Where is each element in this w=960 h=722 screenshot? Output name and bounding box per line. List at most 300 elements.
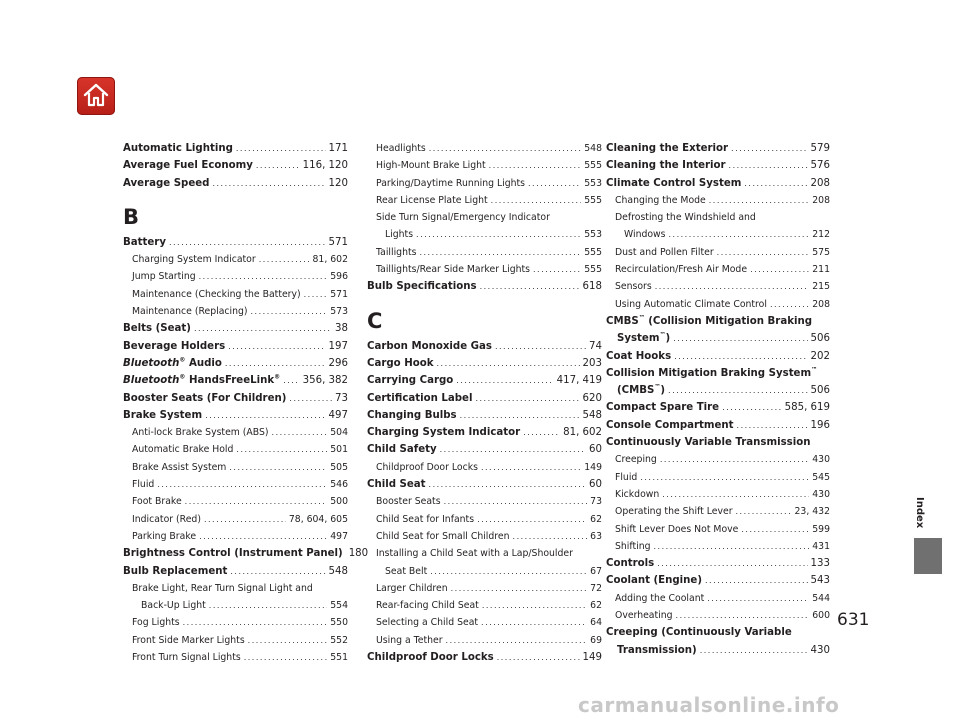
index-entry-term: Coolant (Engine) — [606, 575, 702, 587]
index-entry-pages[interactable]: 38 — [335, 323, 348, 335]
leader-dots — [480, 278, 580, 295]
index-entry[interactable] — [367, 459, 602, 476]
index-entry-pages[interactable]: 197 — [328, 340, 348, 352]
index-entry[interactable] — [367, 372, 602, 389]
index-entry-term: Automatic Lighting — [123, 143, 233, 154]
index-entry-pages[interactable]: 600 — [812, 610, 830, 622]
index-entry-pages[interactable]: 417, 419 — [556, 375, 602, 387]
index-entry-pages[interactable]: 171 — [328, 143, 348, 154]
index-entry-pages[interactable]: 116, 120 — [302, 160, 348, 172]
index-entry[interactable] — [606, 590, 830, 607]
index-entry-term: High-Mount Brake Light — [376, 160, 486, 172]
index-entry-pages[interactable]: 69 — [590, 634, 602, 646]
index-entry[interactable] — [123, 476, 348, 493]
index-entry-term: Child Seat for Infants — [376, 513, 475, 525]
index-entry[interactable] — [606, 451, 830, 468]
index-entry-term: Average Speed — [123, 177, 210, 189]
leader-dots — [236, 441, 327, 458]
leader-dots — [259, 251, 310, 268]
index-entry[interactable] — [367, 209, 602, 226]
index-entry-term: Cleaning the Interior — [606, 160, 726, 172]
index-entry-term: Seat Belt — [385, 565, 428, 577]
index-entry-pages[interactable]: 296 — [328, 357, 348, 369]
index-entry-pages[interactable]: 67 — [590, 565, 602, 577]
section-letter-heading: C — [367, 308, 383, 333]
index-entry-term: Coat Hooks — [606, 350, 672, 362]
index-entry-term: Fluid — [615, 471, 638, 483]
leader-dots — [429, 476, 586, 493]
leader-dots — [770, 296, 809, 313]
index-entry-term: Jump Starting — [132, 271, 196, 283]
index-entry-term: Front Turn Signal Lights — [132, 652, 241, 664]
index-entry-pages[interactable]: 548 — [582, 409, 602, 421]
index-entry-term: Maintenance (Replacing) — [132, 306, 248, 318]
index-entry[interactable] — [606, 330, 830, 347]
index-entry-term: Child Seat — [367, 479, 426, 491]
index-entry-pages[interactable]: 504 — [330, 427, 348, 439]
index-entry-pages[interactable]: 72 — [590, 582, 602, 594]
leader-dots — [199, 528, 327, 545]
index-entry[interactable] — [123, 251, 348, 268]
leader-dots — [700, 642, 808, 659]
index-entry[interactable] — [606, 538, 830, 555]
leader-dots — [289, 390, 332, 407]
index-entry-term: Compact Spare Tire — [606, 402, 720, 414]
index-entry-pages[interactable]: 180 — [348, 548, 369, 560]
index-entry[interactable] — [367, 355, 602, 372]
index-entry[interactable] — [606, 382, 830, 399]
leader-dots — [673, 330, 807, 347]
index-entry-pages[interactable]: 553 — [584, 229, 602, 241]
index-entry[interactable] — [123, 563, 348, 580]
index-entry-pages[interactable]: 62 — [590, 513, 602, 525]
home-button[interactable] — [77, 77, 115, 115]
index-entry[interactable] — [367, 580, 602, 597]
index-entry-term: Brake Assist System — [132, 461, 227, 473]
index-entry-pages[interactable]: 120 — [328, 177, 348, 189]
index-entry[interactable] — [606, 365, 830, 382]
index-entry[interactable] — [123, 390, 348, 407]
leader-dots — [205, 407, 325, 424]
index-entry-term: Battery — [123, 236, 166, 248]
index-entry-term: Using Automatic Climate Control — [615, 298, 767, 310]
leader-dots — [669, 226, 810, 243]
index-entry-term: Cleaning the Exterior — [606, 143, 729, 154]
leader-dots — [489, 157, 582, 174]
index-entry-term: Fluid — [132, 479, 155, 491]
leader-dots — [477, 511, 587, 528]
index-entry[interactable] — [367, 511, 602, 528]
index-entry[interactable] — [123, 175, 348, 192]
index-entry[interactable] — [123, 441, 348, 458]
leader-dots — [456, 372, 553, 389]
index-entry-pages[interactable]: 545 — [812, 471, 830, 483]
index-entry-term: Bulb Replacement — [123, 565, 228, 577]
index-entry-pages[interactable]: 501 — [330, 444, 348, 456]
index-entry[interactable] — [367, 476, 602, 493]
index-entry-pages[interactable]: 555 — [584, 194, 602, 206]
index-entry[interactable] — [606, 469, 830, 486]
index-entry-term: Parking Brake — [132, 530, 197, 542]
index-entry[interactable] — [367, 338, 602, 355]
index-entry[interactable] — [606, 434, 830, 451]
index-entry[interactable] — [367, 597, 602, 614]
index-entry[interactable] — [606, 348, 830, 365]
leader-dots — [429, 140, 581, 157]
index-entry-term: Installing a Child Seat with a Lap/Shoulder — [376, 548, 573, 560]
index-entry[interactable] — [367, 441, 602, 458]
index-entry-term: Brake System — [123, 409, 203, 421]
index-entry-pages[interactable]: 81, 602 — [312, 254, 348, 266]
index-entry-pages[interactable]: 548 — [328, 565, 348, 577]
index-entry[interactable] — [606, 624, 830, 641]
leader-dots — [244, 649, 328, 666]
index-entry-term: Operating the Shift Lever — [615, 506, 733, 518]
index-entry-term: Windows — [624, 229, 666, 241]
leader-dots — [737, 417, 808, 434]
index-entry-pages[interactable]: 208 — [812, 298, 830, 310]
leader-dots — [225, 355, 326, 372]
index-entry[interactable] — [123, 338, 348, 355]
index-entry-pages[interactable]: 73 — [335, 392, 348, 404]
index-entry-pages[interactable]: 196 — [810, 419, 830, 431]
leader-dots — [199, 268, 328, 285]
index-entry[interactable] — [367, 424, 602, 441]
leader-dots — [513, 528, 588, 545]
leader-dots — [481, 459, 581, 476]
leader-dots — [640, 469, 809, 486]
index-entry-term: Fog Lights — [132, 617, 180, 629]
index-entry-term: Cargo Hook — [367, 357, 434, 369]
index-entry-pages[interactable]: 73 — [590, 496, 602, 508]
index-entry[interactable] — [367, 545, 602, 562]
index-entry-term: Automatic Brake Hold — [132, 444, 234, 456]
index-entry[interactable] — [123, 459, 348, 476]
leader-dots — [446, 632, 588, 649]
index-entry[interactable] — [367, 244, 602, 261]
index-entry[interactable] — [123, 407, 348, 424]
index-entry-pages[interactable]: 555 — [584, 264, 602, 276]
index-entry[interactable] — [367, 390, 602, 407]
index-entry-term: Using a Tether — [376, 634, 443, 646]
index-entry[interactable] — [367, 226, 602, 243]
index-entry-pages[interactable]: 546 — [330, 479, 348, 491]
index-entry-term: Child Seat for Small Children — [376, 530, 510, 542]
index-entry-term: Changing the Mode — [615, 194, 706, 206]
index-entry-pages[interactable]: 579 — [810, 143, 830, 154]
leader-dots — [736, 503, 792, 520]
leader-dots — [657, 555, 807, 572]
index-entry[interactable] — [123, 580, 348, 597]
index-entry-pages[interactable]: 554 — [330, 600, 348, 612]
index-entry[interactable] — [123, 140, 348, 157]
index-side-tab[interactable] — [914, 538, 942, 574]
index-entry-pages[interactable]: 576 — [810, 160, 830, 172]
index-entry-pages[interactable]: 599 — [812, 523, 830, 535]
index-entry[interactable] — [367, 493, 602, 510]
index-entry-pages[interactable]: 575 — [812, 246, 830, 258]
index-entry-pages[interactable]: 212 — [812, 229, 830, 241]
index-entry-pages[interactable]: 543 — [810, 575, 830, 587]
index-entry-term: Headlights — [376, 143, 426, 154]
leader-dots — [212, 175, 325, 192]
index-entry[interactable] — [606, 399, 830, 416]
index-entry-term: Anti-lock Brake System (ABS) — [132, 427, 269, 439]
index-entry[interactable] — [367, 278, 602, 295]
index-entry[interactable] — [367, 528, 602, 545]
index-entry-term: Dust and Pollen Filter — [615, 246, 714, 258]
index-entry[interactable] — [123, 528, 348, 545]
index-entry-term: Certification Label — [367, 392, 473, 404]
index-entry[interactable] — [367, 157, 602, 174]
index-entry-pages[interactable]: 596 — [330, 271, 348, 283]
index-entry[interactable] — [606, 417, 830, 434]
index-entry-pages[interactable]: 506 — [810, 385, 830, 397]
index-column-1 — [123, 140, 369, 666]
index-entry[interactable] — [123, 632, 348, 649]
index-entry-pages[interactable]: 149 — [582, 652, 602, 664]
index-entry[interactable] — [367, 632, 602, 649]
index-entry[interactable] — [606, 175, 830, 192]
index-entry-pages[interactable]: 585, 619 — [784, 402, 830, 414]
index-entry-pages[interactable]: 78, 604, 605 — [288, 513, 348, 525]
index-entry-term: Charging System Indicator — [367, 427, 521, 439]
index-entry[interactable] — [606, 607, 830, 624]
index-entry-term: Parking/Daytime Running Lights — [376, 177, 526, 189]
index-entry-pages[interactable]: 500 — [330, 496, 348, 508]
leader-dots — [741, 521, 809, 538]
index-entry-pages[interactable]: 81, 602 — [563, 427, 602, 439]
index-entry[interactable] — [606, 209, 830, 226]
leader-dots — [481, 614, 587, 631]
index-entry[interactable] — [606, 278, 830, 295]
index-entry-pages[interactable]: 203 — [582, 357, 602, 369]
index-entry-pages[interactable]: 505 — [330, 461, 348, 473]
index-entry-pages[interactable]: 430 — [810, 644, 830, 656]
leader-dots — [668, 382, 808, 399]
index-entry-term: Controls — [606, 558, 655, 570]
index-entry[interactable] — [606, 226, 830, 243]
index-entry[interactable] — [367, 614, 602, 631]
index-entry-pages[interactable]: 506 — [810, 333, 830, 345]
index-entry[interactable] — [123, 268, 348, 285]
leader-dots — [419, 244, 581, 261]
index-entry-term: Belts (Seat) — [123, 323, 191, 335]
index-entry[interactable] — [123, 614, 348, 631]
index-entry-pages[interactable]: 431 — [812, 540, 830, 552]
leader-dots — [183, 614, 328, 631]
index-entry[interactable] — [123, 511, 348, 528]
index-entry-pages[interactable]: 553 — [584, 177, 602, 189]
index-entry-pages[interactable]: 211 — [812, 264, 830, 276]
leader-dots — [204, 511, 286, 528]
leader-dots — [655, 278, 810, 295]
index-entry-term: Childproof Door Locks — [376, 461, 478, 473]
leader-dots — [444, 493, 588, 510]
index-entry[interactable] — [123, 355, 348, 372]
index-entry-term: Bluetooth® Audio — [123, 356, 222, 369]
index-entry[interactable] — [606, 157, 830, 174]
leader-dots — [495, 338, 586, 355]
index-entry-pages[interactable]: 497 — [330, 530, 348, 542]
leader-dots — [729, 157, 808, 174]
index-entry-pages[interactable]: 551 — [330, 652, 348, 664]
index-entry[interactable] — [123, 157, 348, 174]
leader-dots — [528, 175, 581, 192]
leader-dots — [475, 390, 579, 407]
index-entry-term: Brake Light, Rear Turn Signal Light and — [132, 582, 313, 594]
index-entry-term: Indicator (Red) — [132, 513, 201, 525]
index-entry-term: Rear License Plate Light — [376, 194, 488, 206]
leader-dots — [660, 451, 809, 468]
index-entry[interactable] — [123, 545, 369, 562]
index-entry-term: Brightness Control (Instrument Panel) — [123, 548, 343, 560]
index-entry-pages[interactable]: 544 — [812, 592, 830, 604]
index-entry-term: Back-Up Light — [141, 600, 206, 612]
index-entry[interactable] — [123, 597, 348, 614]
leader-dots — [157, 476, 327, 493]
leader-dots — [437, 355, 580, 372]
index-entry[interactable] — [123, 286, 348, 303]
index-entry-pages[interactable]: 571 — [330, 288, 348, 300]
index-entry-pages[interactable]: 550 — [330, 617, 348, 629]
leader-dots — [707, 590, 809, 607]
index-entry-term: Transmission) — [617, 644, 697, 656]
index-entry-pages[interactable]: 74 — [589, 340, 602, 352]
leader-dots — [744, 175, 807, 192]
index-entry[interactable] — [606, 642, 830, 659]
index-entry-pages[interactable]: 555 — [584, 160, 602, 172]
index-entry[interactable] — [606, 313, 830, 330]
index-entry-pages[interactable]: 573 — [330, 306, 348, 318]
index-entry-pages[interactable]: 208 — [810, 177, 830, 189]
index-entry-term: Overheating — [615, 610, 673, 622]
index-entry[interactable] — [367, 261, 602, 278]
leader-dots — [230, 563, 325, 580]
side-tab-label: Index — [914, 497, 925, 529]
index-entry-pages[interactable]: 620 — [582, 392, 602, 404]
leader-dots — [169, 234, 326, 251]
index-entry[interactable] — [367, 192, 602, 209]
index-entry[interactable] — [367, 649, 602, 666]
index-entry[interactable] — [123, 424, 348, 441]
index-entry-term: Bluetooth® HandsFreeLink® — [123, 373, 281, 387]
index-entry-pages[interactable]: 62 — [590, 600, 602, 612]
index-entry-pages[interactable]: 430 — [812, 488, 830, 500]
index-entry-term: Taillights — [376, 246, 417, 258]
index-entry[interactable] — [123, 303, 348, 320]
index-entry[interactable] — [606, 555, 830, 572]
index-entry-pages[interactable]: 64 — [590, 617, 602, 629]
leader-dots — [705, 572, 808, 589]
index-entry[interactable] — [367, 140, 602, 157]
index-entry-pages[interactable]: 555 — [584, 246, 602, 258]
index-entry-pages[interactable]: 215 — [812, 281, 830, 293]
index-column-3 — [606, 140, 830, 659]
index-entry[interactable] — [367, 175, 602, 192]
leader-dots — [709, 192, 810, 209]
leader-dots — [491, 192, 582, 209]
index-entry[interactable] — [606, 261, 830, 278]
index-entry[interactable] — [606, 192, 830, 209]
index-column-2 — [367, 140, 602, 666]
index-entry-pages[interactable]: 552 — [330, 634, 348, 646]
index-entry[interactable] — [606, 486, 830, 503]
leader-dots — [283, 372, 299, 389]
leader-dots — [460, 407, 580, 424]
index-entry-pages[interactable]: 430 — [812, 454, 830, 466]
index-entry-term: Childproof Door Locks — [367, 652, 494, 664]
index-entry-term: Kickdown — [615, 488, 660, 500]
index-entry-pages[interactable]: 133 — [810, 558, 830, 570]
index-entry-term: Bulb Specifications — [367, 281, 477, 293]
leader-dots — [430, 563, 587, 580]
leader-dots — [451, 580, 588, 597]
index-entry-term: Beverage Holders — [123, 340, 226, 352]
index-entry-pages[interactable]: 23, 432 — [794, 506, 830, 518]
index-entry-pages[interactable]: 497 — [328, 409, 348, 421]
index-entry[interactable] — [123, 372, 348, 389]
index-entry-term: Booster Seats — [376, 496, 441, 508]
index-entry[interactable] — [606, 572, 830, 589]
leader-dots — [523, 424, 560, 441]
index-entry-term: Changing Bulbs — [367, 409, 457, 421]
index-entry-term: Collision Mitigation Braking System™ — [606, 366, 818, 379]
leader-dots — [229, 459, 327, 476]
index-entry-term: Taillights/Rear Side Marker Lights — [376, 264, 531, 276]
index-entry[interactable] — [606, 296, 830, 313]
index-entry-pages[interactable]: 60 — [589, 444, 602, 456]
index-entry[interactable] — [367, 563, 602, 580]
index-entry-pages[interactable]: 208 — [812, 194, 830, 206]
index-entry-term: Front Side Marker Lights — [132, 634, 245, 646]
index-entry[interactable] — [606, 140, 830, 157]
leader-dots — [654, 538, 810, 555]
index-entry[interactable] — [606, 503, 830, 520]
index-entry-term: Child Safety — [367, 444, 437, 456]
index-entry-pages[interactable]: 548 — [584, 143, 602, 154]
index-entry[interactable] — [123, 234, 348, 251]
index-entry[interactable] — [123, 320, 348, 337]
index-entry-term: Console Compartment — [606, 419, 734, 431]
leader-dots — [185, 493, 328, 510]
index-entry[interactable] — [606, 521, 830, 538]
index-entry[interactable] — [606, 244, 830, 261]
index-entry-pages[interactable]: 63 — [590, 530, 602, 542]
index-entry-term: Maintenance (Checking the Battery) — [132, 288, 301, 300]
index-entry-term: Adding the Coolant — [615, 592, 705, 604]
leader-dots — [533, 261, 581, 278]
index-entry-pages[interactable]: 202 — [810, 350, 830, 362]
index-entry-term: Climate Control System — [606, 177, 742, 189]
index-entry-term: Rear-facing Child Seat — [376, 600, 479, 612]
index-entry-term: Side Turn Signal/Emergency Indicator — [376, 212, 550, 224]
leader-dots — [497, 649, 580, 666]
leader-dots — [209, 597, 327, 614]
leader-dots — [676, 607, 810, 624]
index-entry[interactable] — [123, 493, 348, 510]
index-entry-pages[interactable]: 356, 382 — [302, 375, 348, 387]
index-entry-term: Shifting — [615, 540, 651, 552]
index-entry-pages[interactable]: 618 — [582, 281, 602, 293]
index-entry-pages[interactable]: 149 — [584, 461, 602, 473]
index-entry[interactable] — [367, 407, 602, 424]
index-entry[interactable] — [123, 649, 348, 666]
leader-dots — [674, 348, 807, 365]
index-entry-pages[interactable]: 571 — [328, 236, 348, 248]
index-entry-term: Creeping (Continuously Variable — [606, 627, 792, 639]
index-entry-pages[interactable]: 60 — [589, 479, 602, 491]
